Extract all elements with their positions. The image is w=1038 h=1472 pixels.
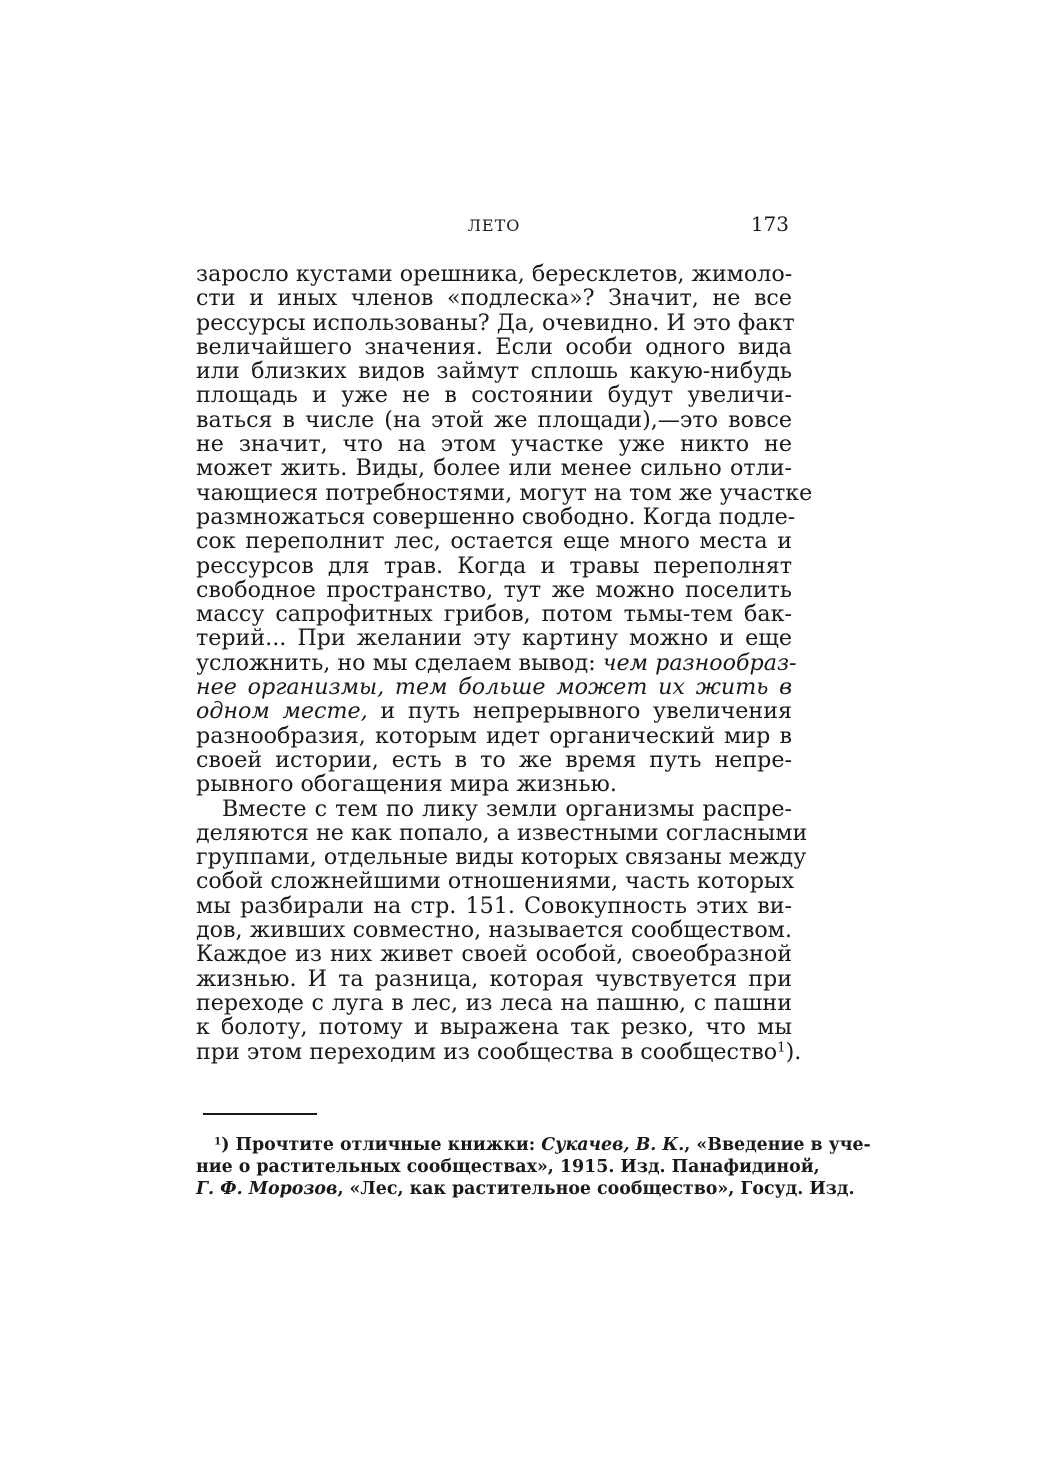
text-line-last — [196, 1038, 802, 1065]
text-line: чающиеся потребностями, могут на том же участке — [196, 479, 813, 506]
author-name: Г. Ф. Морозов — [196, 1179, 338, 1199]
text-line: переходе с луга в лес, из леса на пашню, с пашни — [196, 989, 792, 1016]
text-line: мы разбирали на стр. 151. Совокупность этих ви- — [196, 892, 792, 919]
text-line-mixed — [196, 699, 792, 723]
text-line: рывного обогащения мира жизнью. — [196, 771, 617, 798]
footnote-reference: 1 — [777, 1040, 786, 1056]
author-name: Сукачев, В. К. — [541, 1135, 685, 1155]
text-line: терий... При желании эту картину можно и еще — [196, 625, 792, 652]
footnote-line — [196, 1134, 871, 1156]
text-line: жизнью. И та разница, которая чувствуется при — [196, 965, 792, 992]
italic-emphasis: нее организмы, тем больше может их жить в — [196, 674, 792, 701]
italic-emphasis: чем разнообраз- — [602, 649, 797, 676]
body-text — [196, 261, 813, 1065]
text-line: площадь и уже не в состоянии будут увеличи- — [196, 382, 792, 409]
footnote-mark: 1 — [214, 1135, 222, 1148]
page-number: 173 — [750, 212, 789, 236]
text-run: при этом переходим из сообщества в сообщество — [196, 1038, 778, 1065]
text-run: , «Введение в уче- — [684, 1135, 871, 1155]
text-run: , «Лес, как растительное сообщество», Госуд. Изд. — [337, 1179, 855, 1199]
text-line: сти и иных членов «подлеска»? Значит, не все — [196, 285, 792, 312]
text-line: деляются не как попало, а известными согласными — [196, 819, 808, 846]
footnote — [196, 1134, 871, 1200]
text-line: Вместе с тем по лику земли организмы распре- — [222, 795, 792, 822]
italic-emphasis: одном месте, — [196, 698, 368, 725]
footnote-line: ние о растительных сообществах», 1915. Изд. Панафидиной, — [196, 1157, 820, 1177]
text-run: ). — [785, 1038, 802, 1065]
text-line: рессурсов для трав. Когда и травы переполнят — [196, 552, 792, 579]
page-header — [195, 212, 793, 242]
text-run: усложнить, но мы сделаем вывод: — [196, 649, 603, 676]
text-line-mixed — [196, 649, 797, 676]
text-line: ваться в числе (на этой же площади),—это вовсе — [196, 406, 792, 433]
text-line: собой сложнейшими отношениями, часть которых — [196, 868, 795, 895]
text-line: Каждое из них живет своей особой, своеобразной — [196, 941, 792, 968]
text-run: и путь непрерывного увеличения — [367, 698, 792, 725]
text-run: ) Прочтите отличные книжки: — [221, 1135, 542, 1155]
text-line: может жить. Виды, более или менее сильно отли- — [196, 455, 792, 482]
text-line: к болоту, потому и выражена так резко, что мы — [196, 1014, 792, 1041]
text-line: заросло кустами орешника, бересклетов, жимоло- — [196, 261, 793, 287]
text-line: или близких видов займут сплошь какую-нибудь — [196, 358, 792, 385]
text-line: сок переполнит лес, остается еще много места и — [196, 528, 792, 555]
text-line: разнообразия, которым идет органический мир в — [196, 722, 792, 749]
text-line: своей истории, есть в то же время путь непре- — [196, 746, 792, 773]
text-line: массу сапрофитных грибов, потом тьмы-тем бак- — [196, 601, 792, 628]
footnote-line — [196, 1178, 855, 1200]
footnote-separator — [203, 1113, 317, 1115]
text-line: дов, живших совместно, называется сообществом. — [196, 917, 792, 944]
text-line: группами, отдельные виды которых связаны между — [196, 844, 807, 871]
running-title: ЛЕТО — [467, 216, 521, 235]
text-line: не значит, что на этом участке уже никто не — [196, 431, 792, 458]
text-line: свободное пространство, тут же можно поселить — [196, 576, 792, 603]
text-line: размножаться совершенно свободно. Когда подле- — [196, 503, 796, 530]
text-line: рессурсы использованы? Да, очевидно. И это факт — [196, 309, 795, 336]
text-line: величайшего значения. Если особи одного вида — [196, 333, 792, 360]
